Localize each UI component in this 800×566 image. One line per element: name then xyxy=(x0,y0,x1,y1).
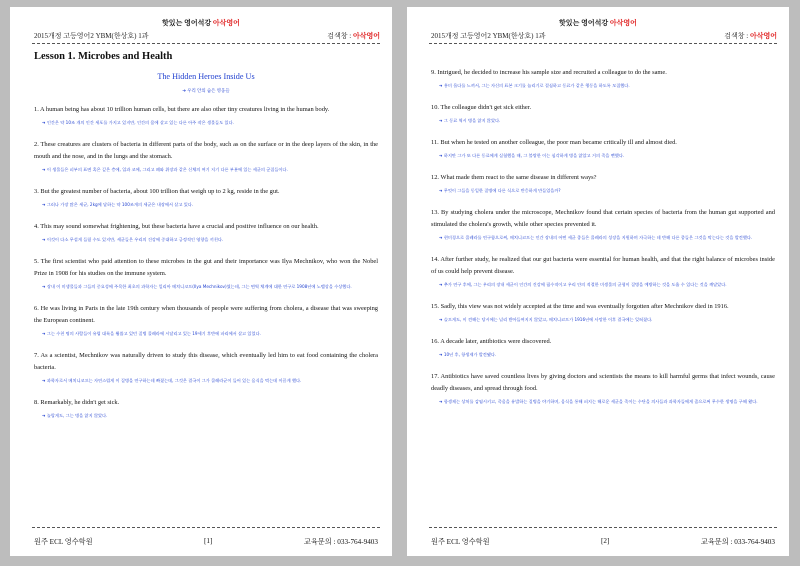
passage-title: The Hidden Heroes Inside Us xyxy=(157,72,255,81)
page-2-content xyxy=(431,67,775,418)
footer-academy: 원주 ECL 영수학원 xyxy=(34,538,93,546)
footer-divider xyxy=(429,527,777,528)
page-1-content xyxy=(34,51,378,432)
english-sentence: 16. A decade later, antibiotics were discovered. xyxy=(431,338,552,345)
english-sentence: 4. This may sound somewhat frightening, but these bacteria have a crucial and positive influence on our health. xyxy=(34,223,319,230)
footer-page-number: [2] xyxy=(601,537,610,545)
english-sentence: 12. What made them react to the same disease in different ways? xyxy=(431,174,597,181)
document-page-2 xyxy=(407,7,789,556)
search-label: 검색창 : xyxy=(724,32,750,40)
korean-translation: ➜ 인간은 약 10조 개의 인간 세포를 가지고 있지만, 인간의 몸에 살고 있는 다른 아주 작은 생물들도 있다. xyxy=(42,120,234,125)
korean-translation: ➜ 그는 수천 명의 사람들이 유럽 대륙을 휩쓸고 있던 질병 콜레라에 시달리고 있는 19세기 후반에 파리에서 살고 있었다. xyxy=(42,331,261,336)
english-sentence: 1. A human being has about 10 trillion human cells, but there are also other tiny creatures living in the human body. xyxy=(34,106,330,113)
english-sentence: 2. These creatures are clusters of bacteria in different parts of the body, such as on the surface or in the deep layers of the skin, in the mouth and the nose, and in the lungs and the stomach. xyxy=(34,141,378,160)
footer-page-number: [1] xyxy=(204,537,213,545)
page-footer xyxy=(34,537,378,547)
footer-academy: 원주 ECL 영수학원 xyxy=(431,538,490,546)
korean-translation: ➜ 이것이 다소 무섭게 들릴 수도 있지만, 세균들은 우리의 건강에 중대하고 긍정적인 영향을 끼친다. xyxy=(42,237,224,242)
header-tagline: 핫있는 영어석강 xyxy=(559,19,610,27)
header-tagline: 핫있는 영어석강 xyxy=(162,19,213,27)
footer-divider xyxy=(32,527,380,528)
english-sentence: 14. After further study, he realized that our gut bacteria were essential for human health, and that the right balance of microbes inside of us could help prevent disease. xyxy=(431,256,775,275)
page-footer xyxy=(431,537,775,547)
korean-translation: ➜ 슬프게도, 이 견해는 당시에는 널리 받아들여지지 않았고, 메치니코프가 1916년에 사망한 이후 결국에는 잊혀졌다. xyxy=(439,317,653,322)
korean-translation: ➜ 그 동료 역시 병을 앓지 않았다. xyxy=(439,118,501,123)
korean-translation: ➜ 무엇이 그들을 동일한 질병에 다른 식으로 반응하게 만들었을까? xyxy=(439,188,561,193)
english-sentence: 6. He was living in Paris in the late 19th century when thousands of people were suffering from cholera, a disease that was sweeping the European continent. xyxy=(34,305,378,324)
page-header-sub xyxy=(34,31,380,41)
english-sentence: 10. The colleague didn't get sick either. xyxy=(431,104,532,111)
korean-translation: ➜ 하지만 그가 또 다른 동료에게 실험했을 때, 그 불쌍한 이는 심각하게 병을 앓았고 거의 죽을 뻔했다. xyxy=(439,153,625,158)
korean-translation: ➜ 항생제는 상처를 감염시키고, 죽음을 유발하는 질병을 야기하며, 음식을 통해 퍼지는 해로운 세균을 죽이는 수단을 의사들과 과학자들에게 줌으로써 무수한 생명을 구해 왔다. xyxy=(439,399,758,404)
korean-translation: ➜ 장내 이 미생물들과 그들의 중요성에 주목한 최초의 과학자는 일리아 메치니코프(Ilya Mechnikov)였는데, 그는 면역 체계에 대한 연구로 1908년에 노벨상을 수상했다. xyxy=(42,284,352,289)
lesson-title: Lesson 1. Microbes and Health xyxy=(34,51,173,62)
search-hint xyxy=(724,31,777,41)
header-divider xyxy=(32,43,380,44)
english-sentence: 15. Sadly, this view was not widely accepted at the time and was eventually forgotten after Mechnikov died in 1916. xyxy=(431,303,729,310)
korean-translation: ➜ 과학자로서 메치니코프는 자연스럽게 이 질병을 연구하는데 빠졌는데, 그것은 결국이 그가 콜레라균이 들어 있는 음식을 먹는데 이끌게 했다. xyxy=(42,378,302,383)
header-brand: 아삭영어 xyxy=(609,19,637,27)
search-hint xyxy=(327,31,380,41)
korean-translation: ➜ 10년 후, 항생제가 발견됐다. xyxy=(439,352,497,357)
korean-translation: ➜ 이 생물들은 피부의 표면 혹은 깊은 층에, 입과 코에, 그리고 폐와 위장과 같은 신체의 여기 저기 다른 부분에 있는 세균의 군집들이다. xyxy=(42,167,288,172)
search-label: 검색창 : xyxy=(327,32,353,40)
header-divider xyxy=(429,43,777,44)
english-sentence: 5. The first scientist who paid attention to these microbes in the gut and their importance was Ilya Mechnikov, who won the Nobel Prize in 1908 for his studies on the immune system. xyxy=(34,258,378,277)
search-value: 아삭영어 xyxy=(749,32,777,40)
page-header-sub xyxy=(431,31,777,41)
english-sentence: 3. But the greatest number of bacteria, about 100 trillion that weigh up to 2 kg, reside in the gut. xyxy=(34,188,280,195)
korean-translation: ➜ 추가 연구 후에, 그는 우리의 장내 세균이 인간의 건강에 필수적이고 우리 안의 적절한 미생물의 균형이 질병을 예방하는 것을 도울 수 있다는 것을 깨달았다. xyxy=(439,282,727,287)
passage-subtitle: ➜ 우리 안의 숨은 영웅들 xyxy=(182,88,230,93)
english-sentence: 9. Intrigued, he decided to increase his sample size and recruited a colleague to do the same. xyxy=(431,69,667,76)
footer-contact: 교육문의 : 033-764-9403 xyxy=(303,538,378,546)
english-sentence: 11. But when he tested on another colleague, the poor man became critically ill and almost died. xyxy=(431,139,677,146)
course-title: 2015개정 고등영어2 YBM(한상호) 1과 xyxy=(431,32,546,40)
footer-contact: 교육문의 : 033-764-9403 xyxy=(700,538,775,546)
korean-translation: ➜ 흥미 롭다를 느껴서, 그는 자신의 표본 크기를 늘리기로 결심하고 동료가 같은 행동을 하도록 모집했다. xyxy=(439,83,630,88)
page-header-top xyxy=(407,18,789,28)
sentence-list xyxy=(34,104,378,420)
header-brand: 아삭영어 xyxy=(212,19,240,27)
english-sentence: 13. By studying cholera under the microscope, Mechnikov found that certain species of bacteria from the human gut supported and stimulated the cholera's growth, while other species prevented it. xyxy=(431,209,775,228)
english-sentence: 8. Remarkably, he didn't get sick. xyxy=(34,399,120,406)
search-value: 아삭영어 xyxy=(352,32,380,40)
korean-translation: ➜ 현미경으로 콜레라를 연구함으로써, 메치니코프는 인간 장내의 어떤 세균 종들은 콜레라의 성장을 지원하며 자극하는 데 반해 다른 종들은 그것을 막는다는 것을 발견했다. xyxy=(439,235,753,240)
document-page-1 xyxy=(10,7,392,556)
course-title: 2015개정 고등영어2 YBM(한상호) 1과 xyxy=(34,32,149,40)
page-header-top xyxy=(10,18,392,28)
sentence-list xyxy=(431,67,775,406)
english-sentence: 17. Antibiotics have saved countless lives by giving doctors and scientists the means to kill harmful germs that infect wounds, cause deadly diseases, and spread through food. xyxy=(431,373,775,392)
korean-translation: ➜ 그러나 가장 많은 세균, 2kg에 달하는 약 100조개의 세균은 내장에서 살고 있다. xyxy=(42,202,194,207)
english-sentence: 7. As a scientist, Mechnikov was naturally driven to study this disease, which eventually led him to eat food containing the cholera bacteria. xyxy=(34,352,378,371)
korean-translation: ➜ 놀랍게도, 그는 병을 앓지 않았다. xyxy=(42,413,108,418)
